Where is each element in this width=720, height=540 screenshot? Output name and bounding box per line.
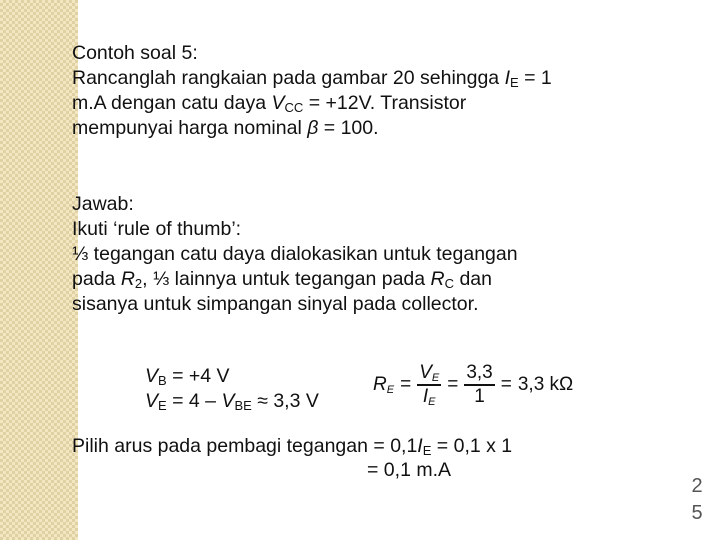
page-number: [689, 473, 705, 527]
voltage-equations: [145, 364, 319, 414]
decorative-side-stripe: [0, 0, 78, 540]
fraction-numeric: $\frac{3,3}{1}$: [466, 362, 493, 407]
answer-line-3: pada $R_2$, ⅓ lainnya untuk tegangan pada $R_C$ dan: [72, 268, 492, 291]
problem-title: Contoh soal 5:: [72, 42, 198, 64]
answer-title: Jawab:: [72, 193, 134, 215]
ve-equation: $V_E = 4 - V_{BE} \approx 3,3$ V: [145, 390, 319, 413]
selection-line-2: = 0,1 m.A: [367, 459, 451, 481]
answer-line-2: ⅓ tegangan catu daya dialokasikan untuk tegangan: [72, 243, 518, 265]
formula-equals-3: =: [500, 374, 512, 395]
problem-line-1: Rancanglah rangkaian pada gambar 20 sehingga $I_E = 1$: [72, 67, 552, 90]
formula-result: 3,3 kΩ: [517, 374, 574, 395]
re-formula: [373, 362, 573, 408]
problem-line-3: mempunyai harga nominal β = 100.: [72, 117, 379, 139]
page-number-digit-2: 5: [691, 502, 703, 524]
formula-equals-2: =: [447, 374, 459, 395]
fraction-ve-over-ie: $\frac{VE}{IE}$: [419, 362, 440, 408]
answer-block: [72, 192, 518, 317]
selection-line-1: Pilih arus pada pembagi tegangan = $0,1I_E = 0,1$ x 1: [72, 435, 513, 458]
formula-lhs: RE: [373, 374, 395, 396]
formula-equals-1: =: [400, 374, 412, 395]
problem-line-2: m.A dengan catu daya $V_{CC} = +12V$. Transistor: [72, 92, 467, 115]
problem-block: [72, 41, 552, 141]
answer-line-1: Ikuti ‘rule of thumb’:: [72, 218, 242, 240]
vb-equation: $V_B = +4$ V: [145, 365, 230, 388]
answer-line-4: sisanya untuk simpangan sinyal pada collector.: [72, 293, 479, 315]
page-number-digit-1: 2: [691, 475, 703, 497]
